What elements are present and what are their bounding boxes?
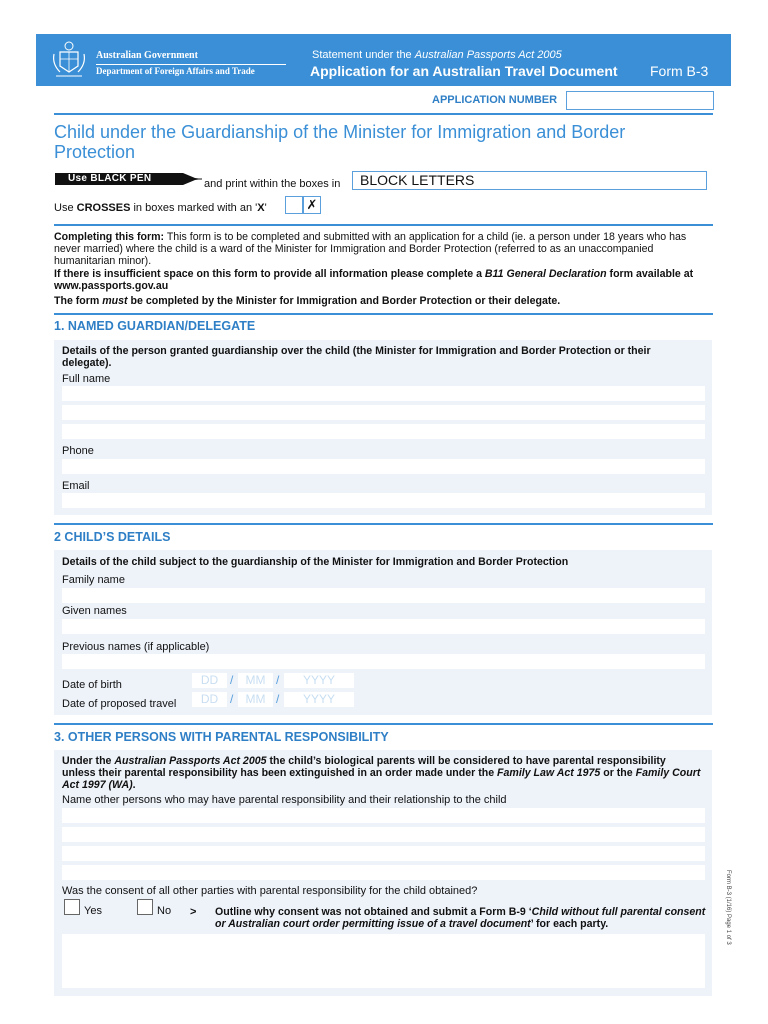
dob-day-field[interactable]: DD — [192, 673, 227, 688]
section-2-title: 2 CHILD’S DETAILS — [54, 530, 171, 544]
example-crossed-checkbox: ✗ — [303, 196, 321, 214]
form-code: Form B-3 — [650, 63, 709, 79]
completing-text: This form is to be completed and submitted with an application for a child (ie. a person under 18 years who has never married) where the child is a ward of the Minister for Immigration and Border Protection (referred to as an unaccompanied humanitarian minor). — [54, 231, 687, 267]
government-name: Australian Government — [96, 50, 198, 61]
intro-a: Under the — [62, 755, 115, 767]
outline-a: Outline why consent was not obtained and submit a Form B-9 ‘ — [215, 906, 532, 918]
given-names-label: Given names — [62, 605, 127, 617]
cross-x: X — [257, 202, 265, 214]
phone-field[interactable] — [62, 459, 705, 474]
intro-fla: Family Law Act 1975 — [497, 767, 601, 779]
coat-of-arms-icon — [50, 40, 88, 80]
statement-act: Australian Passports Act 2005 — [414, 49, 562, 61]
section-3-intro — [62, 755, 702, 791]
dob-label: Date of birth — [62, 679, 122, 691]
travel-day-field[interactable]: DD — [192, 692, 227, 707]
consent-outline-instruction — [215, 906, 710, 930]
must-suffix: be completed by the Minister for Immigration and Border Protection or their delegate. — [127, 295, 561, 307]
space-paragraph — [54, 268, 714, 292]
email-label: Email — [62, 480, 90, 492]
arrow-icon: > — [190, 906, 197, 918]
other-persons-field-2[interactable] — [62, 827, 705, 842]
header-banner — [36, 34, 731, 86]
other-persons-field-4[interactable] — [62, 865, 705, 880]
section-1-title: 1. NAMED GUARDIAN/DELEGATE — [54, 319, 256, 333]
intro-c: or the — [600, 767, 636, 779]
cross-instruction — [54, 202, 267, 214]
outline-form: Child without full parental consent or Australian court order permitting issue of a travel document — [215, 906, 706, 930]
intro-d: . — [132, 779, 136, 791]
cross-prefix: Use — [54, 202, 77, 214]
pen-label: Use BLACK PEN — [68, 173, 152, 184]
consent-no-checkbox[interactable] — [137, 899, 153, 915]
date-separator: / — [276, 692, 280, 706]
divider — [54, 113, 713, 115]
section-2-intro: Details of the child subject to the guardianship of the Minister for Immigration and Border Protection — [62, 556, 569, 568]
outline-b: ’ for each party. — [530, 918, 609, 930]
family-name-label: Family name — [62, 574, 125, 586]
previous-names-field[interactable] — [62, 654, 705, 669]
statement-line — [312, 49, 562, 61]
travel-year-field[interactable]: YYYY — [284, 692, 354, 707]
must-prefix: The form — [54, 295, 103, 307]
section-1-intro: Details of the person granted guardianship over the child (the Minister for Immigration and Border Protection or their delegate). — [62, 345, 651, 369]
consent-explanation-field[interactable] — [62, 934, 705, 988]
space-prefix: If there is insufficient space on this form to provide all information please complete a — [54, 268, 485, 280]
full-name-field-1[interactable] — [62, 386, 705, 401]
consent-question: Was the consent of all other parties with parental responsibility for the child obtained? — [62, 885, 478, 897]
print-instruction: and print within the boxes in — [204, 178, 341, 190]
divider — [54, 313, 713, 315]
completing-label: Completing this form: — [54, 231, 165, 243]
header-divider — [96, 64, 286, 65]
cross-mid: in boxes marked with an ' — [130, 202, 258, 214]
divider — [54, 723, 713, 725]
full-name-field-2[interactable] — [62, 405, 705, 420]
page-footer-note: Form B-3 (1/16) Page 1 of 3 — [725, 870, 731, 945]
consent-yes-checkbox[interactable] — [64, 899, 80, 915]
consent-yes-label: Yes — [84, 905, 102, 917]
space-form: B11 General Declaration — [484, 268, 607, 280]
cross-bold: CROSSES — [76, 202, 131, 214]
divider — [54, 523, 713, 525]
given-names-field[interactable] — [62, 619, 705, 634]
previous-names-label: Previous names (if applicable) — [62, 641, 210, 653]
section-3-title: 3. OTHER PERSONS WITH PARENTAL RESPONSIBILITY — [54, 730, 389, 744]
intro-act: Australian Passports Act 2005 — [114, 755, 267, 767]
divider — [54, 224, 713, 226]
date-separator: / — [230, 692, 234, 706]
date-separator: / — [276, 673, 280, 687]
department-name: Department of Foreign Affairs and Trade — [96, 66, 255, 76]
full-name-field-3[interactable] — [62, 424, 705, 439]
space-suffix: form available at www.passports.gov.au — [54, 268, 694, 292]
family-name-field[interactable] — [62, 588, 705, 603]
email-field[interactable] — [62, 493, 705, 508]
date-separator: / — [230, 673, 234, 687]
application-number-label: APPLICATION NUMBER — [432, 94, 558, 106]
full-name-label: Full name — [62, 373, 111, 385]
application-title: Application for an Australian Travel Document — [310, 63, 618, 79]
other-persons-field-3[interactable] — [62, 846, 705, 861]
statement-prefix: Statement under the — [312, 49, 415, 61]
must-word: must — [102, 295, 128, 307]
intro-fca: Family Court Act 1997 (WA) — [62, 767, 701, 791]
travel-month-field[interactable]: MM — [238, 692, 273, 707]
must-paragraph — [54, 295, 714, 307]
application-number-field[interactable] — [566, 91, 714, 110]
dob-year-field[interactable]: YYYY — [284, 673, 354, 688]
example-empty-checkbox — [285, 196, 303, 214]
dob-month-field[interactable]: MM — [238, 673, 273, 688]
intro-b: the child’s biological parents will be considered to have parental responsibility unless their parental responsibility has been extinguished in an order made under the — [62, 755, 666, 779]
form-heading: Child under the Guardianship of the Minister for Immigration and Border Protection — [54, 122, 626, 162]
travel-date-label: Date of proposed travel — [62, 698, 177, 710]
other-persons-field-1[interactable] — [62, 808, 705, 823]
completing-paragraph — [54, 231, 714, 267]
block-letters-text: BLOCK LETTERS — [360, 172, 475, 188]
phone-label: Phone — [62, 445, 94, 457]
consent-no-label: No — [157, 905, 172, 917]
other-persons-label: Name other persons who may have parental responsibility and their relationship to the child — [62, 794, 507, 806]
cross-suffix: ' — [264, 202, 267, 214]
